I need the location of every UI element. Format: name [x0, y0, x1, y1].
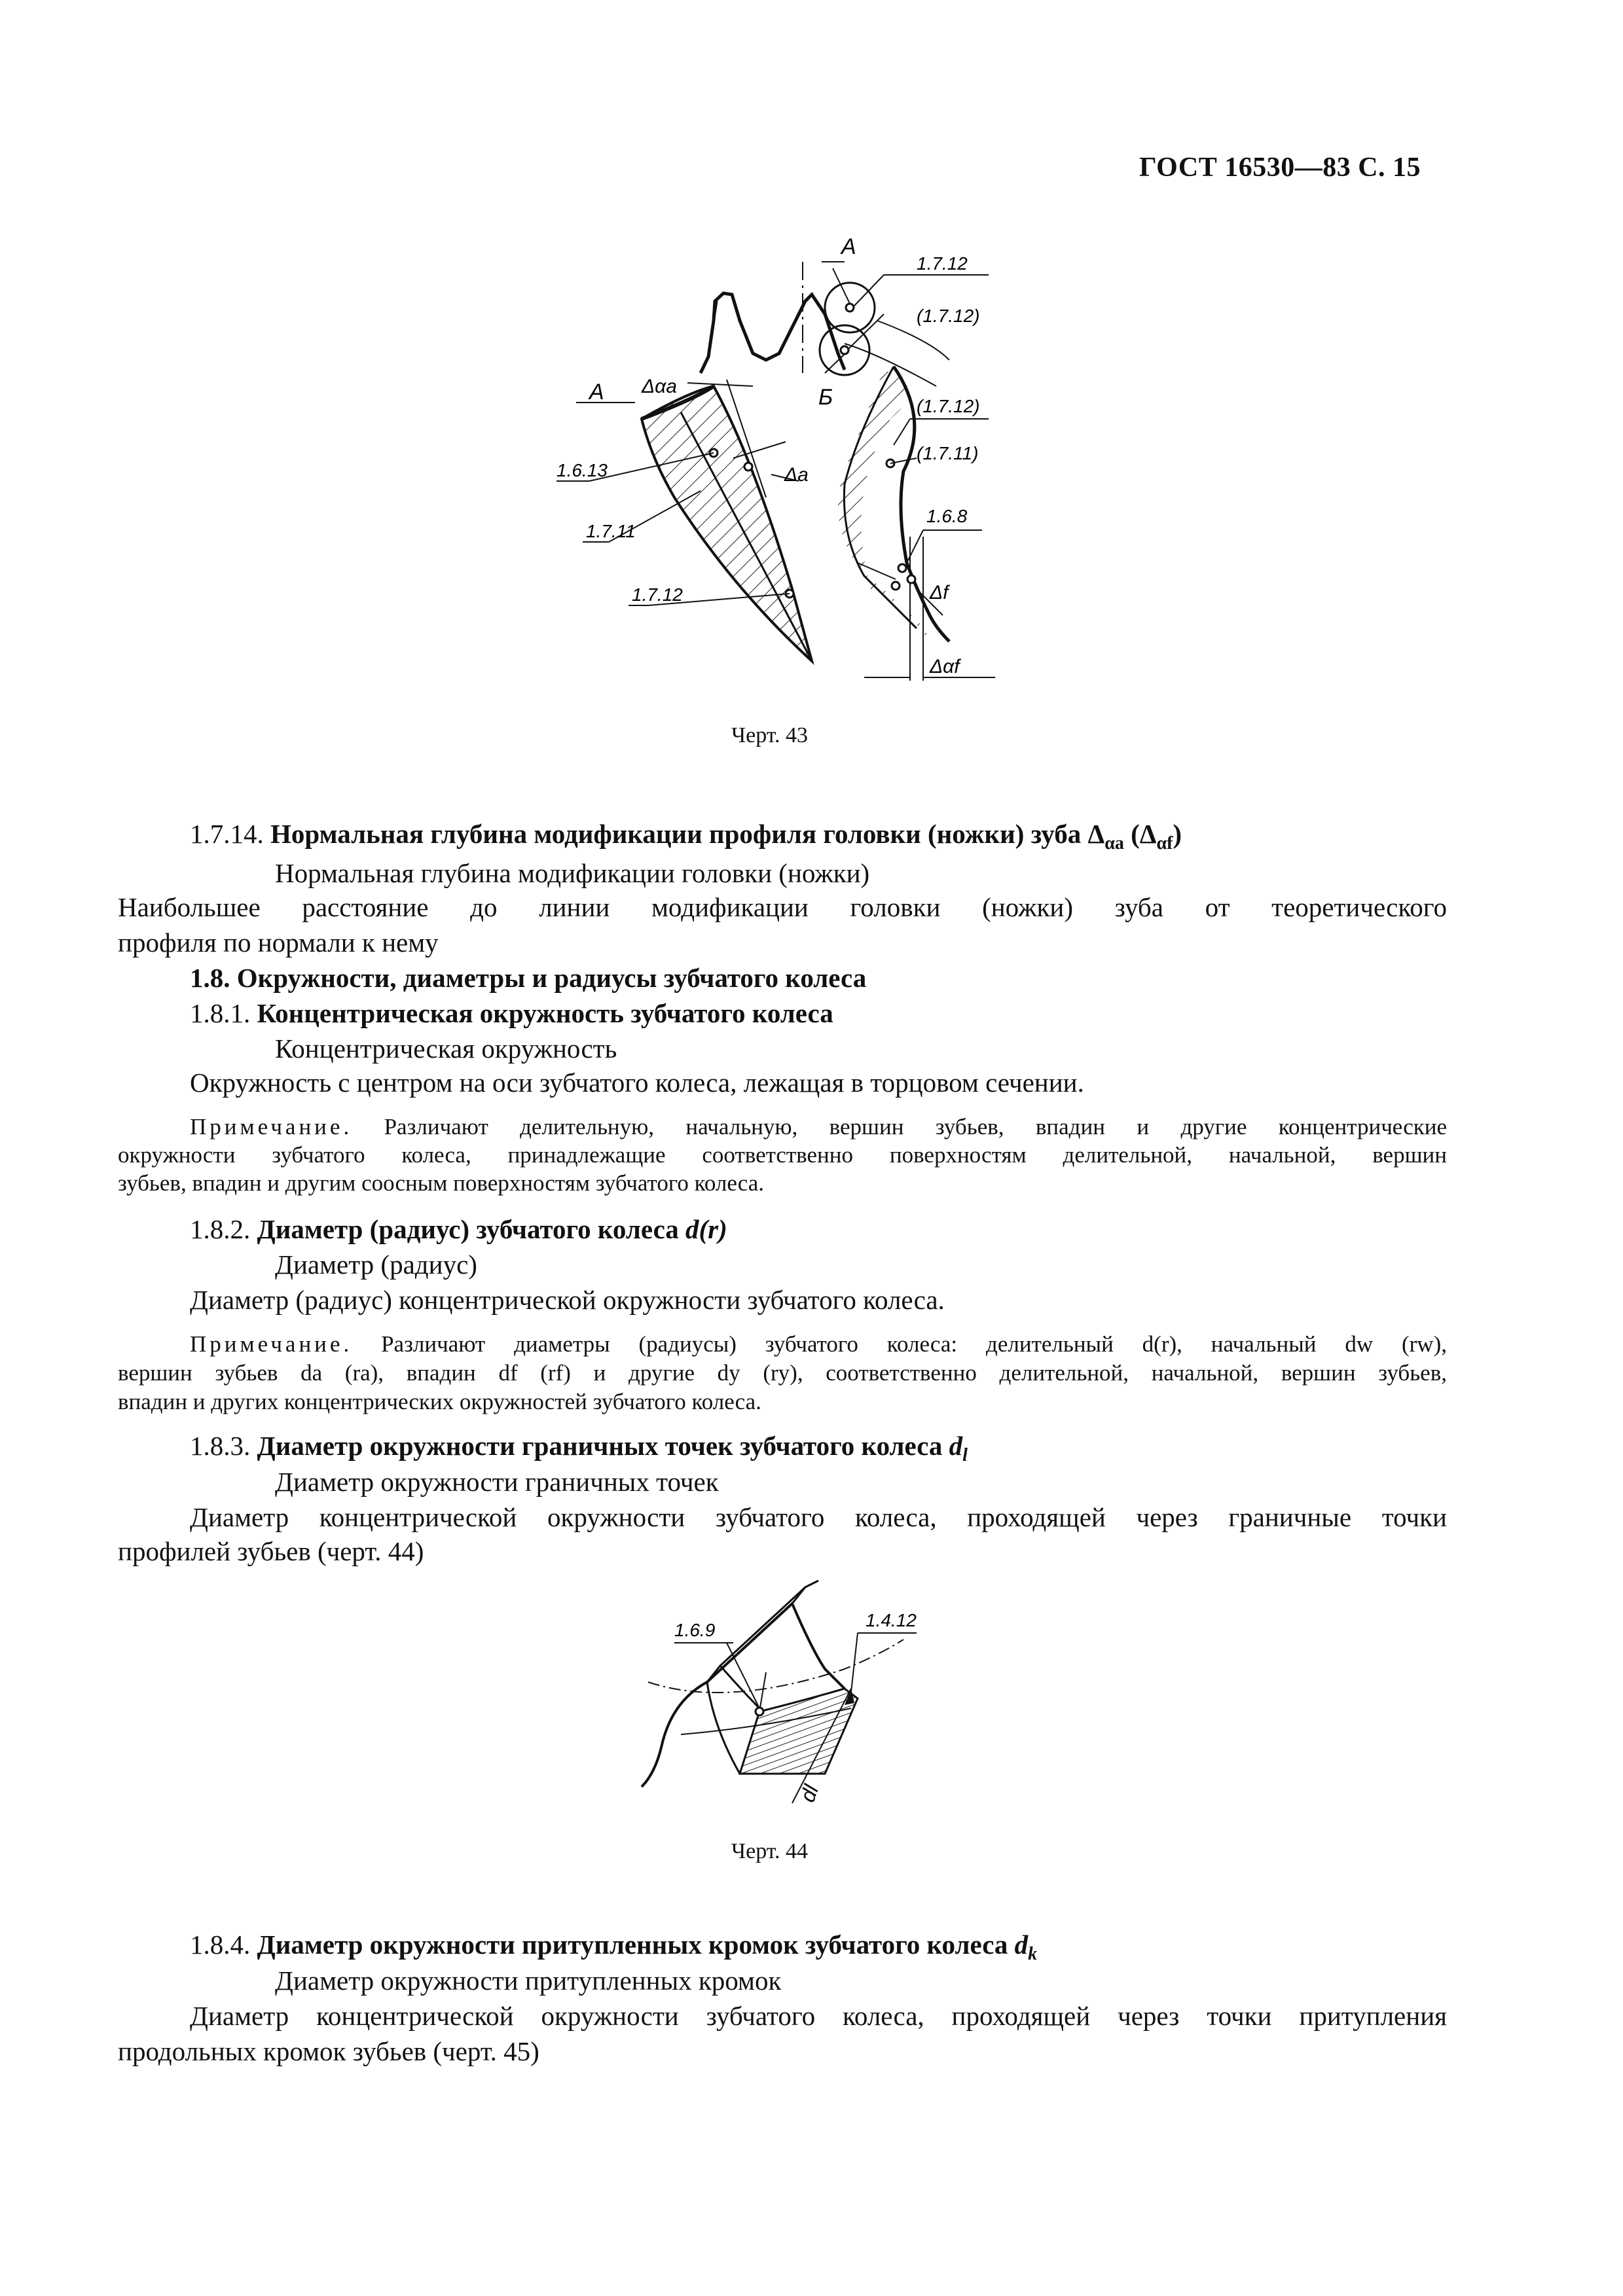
section-1-7-14-term: Нормальная глубина модификации головки (ножки): [275, 858, 870, 888]
section-1-8-4-term: Диаметр окружности притупленных кромок: [275, 1965, 782, 1996]
section-1-8-2-note-line3: впадин и других концентрических окружностей зубчатого колеса.: [118, 1389, 761, 1414]
label-1-7-11: 1.7.11: [586, 521, 636, 541]
label-1-7-11-p: (1.7.11): [917, 443, 979, 463]
section-1-8-1-note-line2: окружности зубчатого колеса, принадлежащие соответственно поверхностям делительной, начальной, вершин: [118, 1142, 1447, 1168]
section-1-8-1-note-line1: Примечание. Различают делительную, начальную, вершин зубьев, впадин и другие концентрические: [190, 1114, 1448, 1139]
label-delta-af: Δαf: [930, 656, 960, 677]
section-1-8-1-heading: 1.8.1. Концентрическая окружность зубчатого колеса: [190, 998, 833, 1028]
figure-43: [537, 223, 1008, 694]
section-1-8-2-heading: 1.8.2. Диаметр (радиус) зубчатого колеса d(r): [190, 1214, 727, 1244]
view-a-hatched: [642, 386, 812, 661]
label-1-6-9: 1.6.9: [674, 1620, 716, 1640]
label-delta-aa: Δαa: [642, 376, 677, 397]
section-1-8-1-note-line3: зубьев, впадин и другим соосным поверхностям зубчатого колеса.: [118, 1170, 765, 1196]
section-title: Нормальная глубина модификации профиля головки (ножки) зуба $\Delta_{\alpha a}$ $(\Delta_{\alpha f})$: [270, 819, 1182, 854]
section-1-7-14-def-line2: профиля по нормали к нему: [118, 927, 439, 958]
label-b: Б: [818, 385, 833, 410]
section-1-8-1-term: Концентрическая окружность: [275, 1033, 617, 1064]
label-1-6-8: 1.6.8: [926, 506, 968, 526]
section-1-7-14-heading: [190, 817, 1182, 861]
page-header: ГОСТ 16530—83 С. 15: [1139, 152, 1421, 183]
label-delta-a: Δa: [784, 464, 809, 486]
section-1-8-4-def-line2: продольных кромок зубьев (черт. 45): [118, 2036, 539, 2066]
section-1-8-2-term: Диаметр (радиус): [275, 1249, 477, 1280]
section-1-8-3-def-line1: Диаметр концентрической окружности зубчатого колеса, проходящей через граничные точки: [190, 1502, 1447, 1532]
figure-44-caption: Черт. 44: [731, 1839, 809, 1863]
label-a-left: А: [589, 380, 604, 404]
section-1-8-1-def: Окружность с центром на оси зубчатого колеса, лежащая в торцовом сечении.: [190, 1067, 1084, 1098]
section-1-8-2-note-line2: вершин зубьев da (ra), впадин df (rf) и другие dy (ry), соответственно делительной, начальной, вершин зубьев,: [118, 1360, 1447, 1386]
label-1-7-12-c: (1.7.12): [917, 396, 980, 416]
label-1-6-13: 1.6.13: [556, 460, 608, 480]
label-a-top: А: [841, 234, 856, 259]
section-1-8-2-note-line1: Примечание. Различают диаметры (радиусы) зубчатого колеса: делительный d(r), начальный dw (rw),: [190, 1331, 1447, 1357]
label-1-7-12-b: (1.7.12): [917, 306, 980, 326]
view-b-hatched: [838, 370, 930, 641]
section-1-8-3-term: Диаметр окружности граничных точек: [275, 1467, 719, 1497]
section-number: 1.7.14.: [190, 819, 264, 849]
section-1-8-4-heading: 1.8.4. Диаметр окружности притупленных кромок зубчатого колеса $d_k$: [190, 1929, 1038, 1965]
label-delta-f: Δf: [930, 582, 949, 603]
label-1-4-12: 1.4.12: [866, 1610, 917, 1630]
section-1-8-3-def-line2: профилей зубьев (черт. 44): [118, 1536, 424, 1566]
section-1-8-3-heading: 1.8.3. Диаметр окружности граничных точек зубчатого колеса $d_l$: [190, 1431, 968, 1466]
label-1-7-12-d: 1.7.12: [632, 584, 683, 605]
figure-44: [629, 1577, 956, 1820]
section-1-8-2-def: Диаметр (радиус) концентрической окружности зубчатого колеса.: [190, 1285, 945, 1315]
label-1-7-12-a: 1.7.12: [917, 253, 968, 274]
label-dl: dl: [795, 1782, 824, 1806]
figure-43-caption: Черт. 43: [731, 723, 809, 747]
section-1-8-4-def-line1: Диаметр концентрической окружности зубчатого колеса, проходящей через точки притупления: [190, 2001, 1447, 2031]
section-1-8-heading: 1.8. Окружности, диаметры и радиусы зубчатого колеса: [190, 963, 867, 993]
section-1-7-14-def-line1: Наибольшее расстояние до линии модификации головки (ножки) зуба от теоретического: [118, 892, 1447, 922]
